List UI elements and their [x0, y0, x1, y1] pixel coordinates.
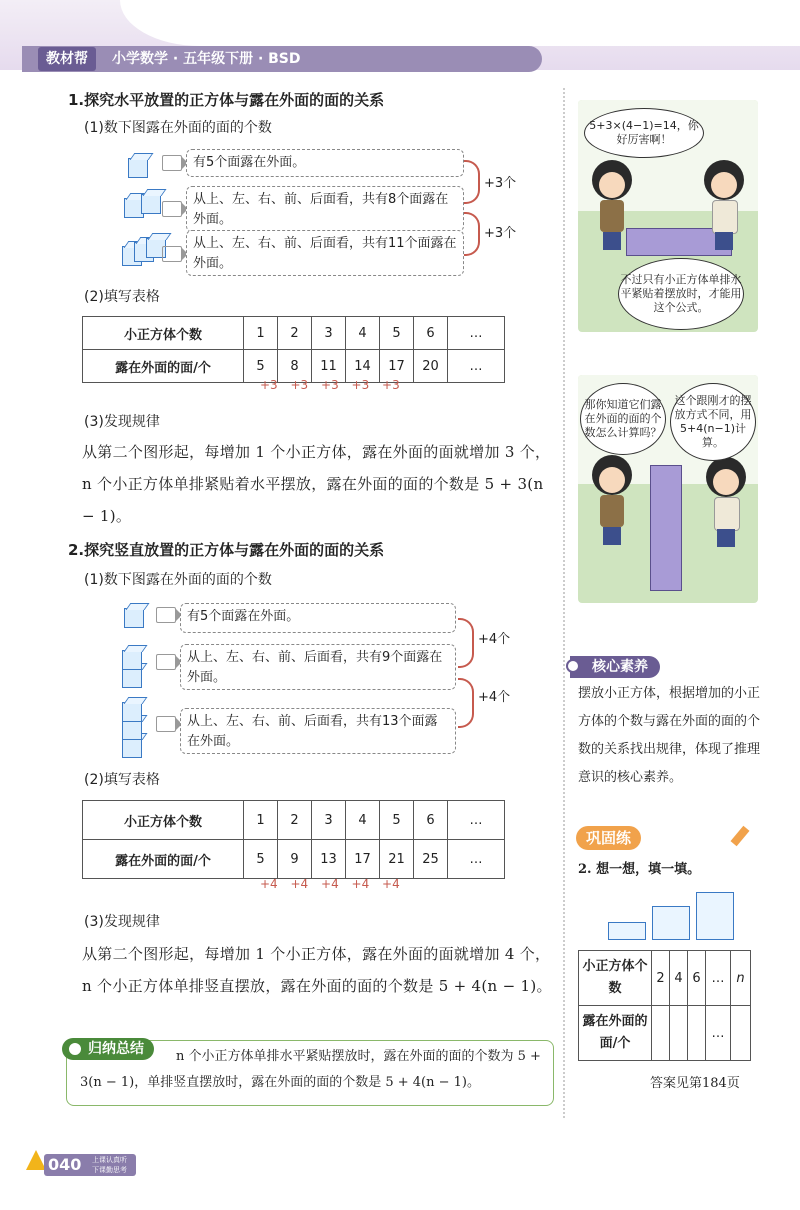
table-row	[579, 1006, 751, 1061]
comic-panel-1	[578, 100, 758, 332]
table-cell: 17	[380, 350, 414, 383]
increase-arc	[464, 212, 480, 256]
table-cell: 6	[688, 951, 706, 1006]
header-wave	[120, 0, 800, 46]
table-header-cell: 小正方体个数	[83, 317, 244, 350]
table-row	[579, 951, 751, 1006]
table-cell: 4	[346, 801, 380, 840]
cube-icon	[122, 738, 142, 758]
face-count-box: 有5个面露在外面。	[180, 603, 456, 633]
table-cell: 21	[380, 840, 414, 879]
table-header-cell: 小正方体个数	[579, 951, 652, 1006]
increase-arc	[464, 160, 480, 204]
table-cell: 5	[380, 801, 414, 840]
speech-bubble: 那你知道它们露在外面的面的个数怎么计算吗？	[580, 383, 666, 455]
table-row	[83, 801, 505, 840]
arrow-right-icon	[162, 246, 182, 262]
table-cell: …	[706, 1006, 731, 1061]
table-cell: 5	[380, 317, 414, 350]
table-cell: 3	[312, 801, 346, 840]
table-cell: 5	[244, 840, 278, 879]
section2-table	[82, 800, 505, 879]
brand-tag: 教材帮	[38, 47, 96, 71]
arrow-right-icon	[156, 716, 176, 732]
cube-icon	[122, 702, 142, 722]
answer-blank[interactable]	[670, 1006, 688, 1061]
practice-table	[578, 950, 751, 1061]
table-row	[83, 317, 505, 350]
table-cell: 2	[278, 801, 312, 840]
star-icon	[26, 1150, 46, 1170]
practice-label: 巩固练	[576, 826, 641, 850]
section1-table	[82, 316, 505, 383]
answer-blank[interactable]	[652, 1006, 670, 1061]
boy-character	[706, 457, 746, 547]
face-count-box: 从上、左、右、前、后面看，共有9个面露在外面。	[180, 644, 456, 690]
girl-character	[592, 455, 632, 545]
table-cell: 4	[670, 951, 688, 1006]
cube-icon	[122, 650, 142, 670]
speech-bubble: 这个跟刚才的摆放方式不同，用5+4(n−1)计算。	[670, 383, 756, 461]
face-count-box: 从上、左、右、前、后面看，共有11个面露在外面。	[186, 230, 464, 276]
summary-label: 归纳总结	[62, 1038, 154, 1060]
table-cell: 13	[312, 840, 346, 879]
table-cell: 11	[312, 350, 346, 383]
cube-icon	[124, 608, 144, 628]
table-cell: 2	[278, 317, 312, 350]
arrow-right-icon	[156, 654, 176, 670]
core-literacy-text: 摆放小正方体，根据增加的小正方体的个数与露在外面的面的个数的关系找出规律，体现了推理意识的核心素养。	[578, 686, 761, 785]
table-cell: 14	[346, 350, 380, 383]
section2-title: 2.探究竖直放置的正方体与露在外面的面的关系	[68, 541, 385, 559]
table-cell: n	[731, 951, 751, 1006]
section1-title: 1.探究水平放置的正方体与露在外面的面的关系	[68, 91, 385, 109]
increase-arc	[458, 678, 474, 728]
table-cell: …	[448, 350, 505, 383]
table-header-cell: 露在外面的面/个	[83, 840, 244, 879]
table-cell: 20	[414, 350, 448, 383]
table-cell: 5	[244, 350, 278, 383]
section2-step3: (3)发现规律	[84, 914, 160, 930]
table-cell: 17	[346, 840, 380, 879]
section2-step1: (1)数下图露在外面的面的个数	[84, 572, 272, 588]
table-cell: …	[448, 317, 505, 350]
table-cell: 1	[244, 317, 278, 350]
table-cell: 1	[244, 801, 278, 840]
pencil-icon	[731, 826, 750, 846]
face-count-box: 从上、左、右、前、后面看，共有8个面露在外面。	[186, 186, 464, 232]
cube-icon	[122, 668, 142, 688]
table-cell: 6	[414, 317, 448, 350]
arrow-right-icon	[162, 155, 182, 171]
table-header-cell: 露在外面的面/个	[579, 1006, 652, 1061]
answer-blank[interactable]	[688, 1006, 706, 1061]
section2-conclusion: 从第二个图形起，每增加 1 个小正方体，露在外面的面就增加 4 个，n 个小正方体单排竖直摆放，露在外面的面的个数是 5 + 4(n − 1)。	[82, 945, 552, 995]
column-divider	[563, 88, 565, 1118]
increase-arc	[458, 618, 474, 668]
table-cell: …	[448, 801, 505, 840]
arrow-right-icon	[162, 201, 182, 217]
arrow-right-icon	[156, 607, 176, 623]
table-cell: 4	[346, 317, 380, 350]
cube-stack-icon	[696, 892, 734, 940]
hand-icon	[566, 659, 580, 673]
increase-label: +4个	[478, 690, 511, 705]
cube-pair-icon	[608, 922, 646, 940]
table-header-cell: 露在外面的面/个	[83, 350, 244, 383]
increase-label: +3个	[484, 226, 517, 241]
table-cell: 8	[278, 350, 312, 383]
section1-step3: (3)发现规律	[84, 414, 160, 430]
table-cell: 2	[652, 951, 670, 1006]
speech-bubble: 不过只有小正方体单排水平紧贴着摆放时，才能用这个公式。	[618, 258, 744, 330]
table-increments: +4 +4 +4 +4 +4	[260, 877, 400, 891]
table-cell: 6	[414, 801, 448, 840]
comic-panel-2	[578, 375, 758, 603]
increase-label: +3个	[484, 176, 517, 191]
practice-question: 2. 想一想，填一填。	[578, 862, 701, 877]
table-cell: 25	[414, 840, 448, 879]
footer-motto: 上课认真听 下课勤思考	[92, 1156, 127, 1174]
speech-bubble: 5+3×(4−1)=14，你好厉害啊！	[584, 108, 704, 158]
summary-text: n 个小正方体单排水平紧贴摆放时，露在外面的面的个数为 5 + 3(n − 1)，单排竖直摆放时，露在外面的面的个数是 5 + 4(n − 1)。	[80, 1049, 541, 1090]
cube-icon	[128, 158, 148, 178]
increase-label: +4个	[478, 632, 511, 647]
table-increments: +3 +3 +3 +3 +3	[260, 378, 400, 392]
section1-step1: (1)数下图露在外面的面的个数	[84, 120, 272, 136]
table-header-cell: 小正方体个数	[83, 801, 244, 840]
section1-step2: (2)填写表格	[84, 289, 160, 305]
cube-icon	[122, 720, 142, 740]
face-count-box: 从上、左、右、前、后面看，共有13个面露在外面。	[180, 708, 456, 754]
boy-character	[704, 160, 744, 250]
vertical-cube-column	[650, 465, 682, 591]
answer-reference: 答案见第184页	[650, 1076, 740, 1091]
table-cell: …	[448, 840, 505, 879]
section1-conclusion: 从第二个图形起，每增加 1 个小正方体，露在外面的面就增加 3 个，n 个小正方体单排紧贴着水平摆放，露在外面的面的个数是 5 + 3(n − 1)。	[82, 443, 551, 525]
answer-blank[interactable]	[731, 1006, 751, 1061]
cube-stack-icon	[652, 906, 690, 940]
face-count-box: 有5个面露在外面。	[186, 149, 464, 177]
table-cell: 3	[312, 317, 346, 350]
cube-icon	[141, 194, 161, 214]
table-cell: …	[706, 951, 731, 1006]
section2-step2: (2)填写表格	[84, 772, 160, 788]
core-literacy-label: 核心素养	[570, 656, 660, 678]
book-title: 小学数学 · 五年级下册 · BSD	[112, 51, 301, 67]
girl-character	[592, 160, 632, 250]
table-cell: 9	[278, 840, 312, 879]
table-row	[83, 840, 505, 879]
page-number: 040	[48, 1155, 82, 1174]
